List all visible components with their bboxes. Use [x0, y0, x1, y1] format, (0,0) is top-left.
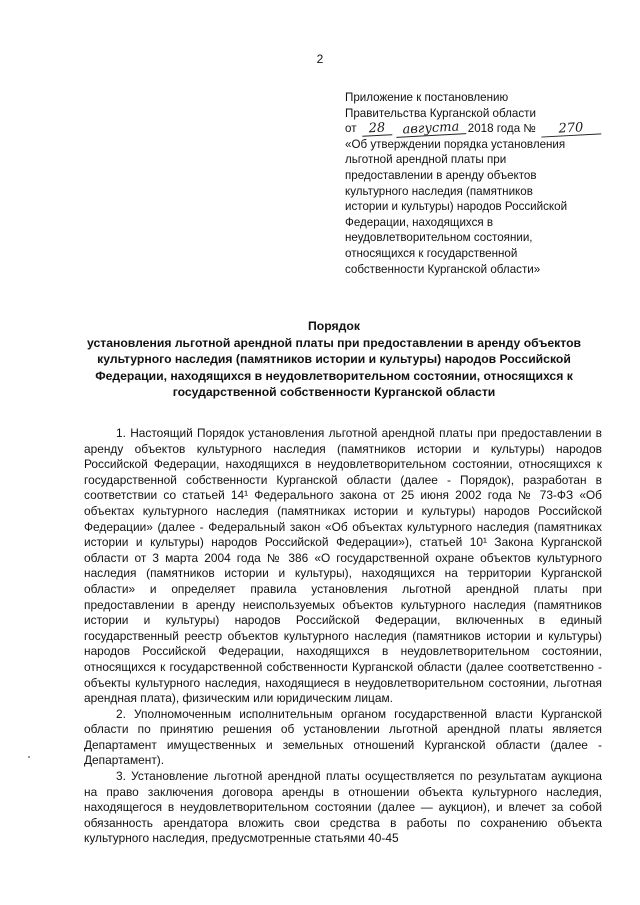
paragraph: 1. Настоящий Порядок установления льготной арендной платы при предоставлении в аренду объектов культурного наследия (памятников истории и культуры) народов Российской Федерации, находящихся в неудовлетворительном состоянии, относящихся к государственной собственности Курганской области (далее - Порядок), разработан в соответствии со статьей 14¹ Федерального закона от 25 июня 2002 года № 73-ФЗ «Об объектах культурного наследия (памятниках истории и культуры) народов Российской Федерации» (далее - Федеральный закон «Об объектах культурного наследия (памятниках истории и культуры) народов Российской Федерации»), статьей 10¹ Закона Курганской области от 3 марта 2004 года № 386 «О государственной охране объектов культурного наследия (памятников истории и культуры), находящихся на территории Курганской области» и определяет правила установления льготной арендной платы при предоставлении в аренду неиспользуемых объектов культурного наследия (памятников истории и культуры) народов Российской Федерации, включенных в единый государственный реестр объектов культурного наследия (памятников истории и культуры) народов Российской Федерации, находящихся в неудовлетворительном состоянии, относящихся к государственной собственности Курганской области (далее соответственно - объекты культурного наследия, находящиеся в неудовлетворительном состоянии, льготная арендная плата), физическим или юридическим лицам.	[84, 426, 602, 706]
paragraph: 3. Установление льготной арендной платы осуществляется по результатам аукциона на право заключения договора аренды в отношении объекта культурного наследия, находящегося в неудовлетворительном состоянии (далее — аукцион), и влечет за собой обязанность арендатора вложить свои средства в работы по сохранению объекта культурного наследия, предусмотренные статьями 40-45	[84, 769, 602, 846]
appendix-title-line: «Об утверждении порядка установления	[345, 137, 566, 151]
appendix-year-text: 2018 года №	[467, 122, 536, 136]
appendix-title-line: льготной арендной платы при	[345, 153, 507, 167]
appendix-title-line: культурного наследия (памятников	[345, 184, 533, 198]
appendix-header	[345, 90, 585, 277]
handwritten-decree-number: 270	[541, 122, 602, 138]
document-heading: Порядок	[308, 319, 360, 333]
document-body	[84, 426, 602, 847]
paragraph: 2. Уполномоченным исполнительным органом государственной власти Курганской области по принятию решения об установлении льготной арендной платы является Департамент имущественных и земельных отношений Курганской области (далее - Департамент).	[84, 706, 602, 768]
appendix-title-line: неудовлетворительном состоянии,	[345, 231, 533, 245]
appendix-line-2: Правительства Курганской области	[345, 106, 536, 120]
appendix-from-prefix: от	[345, 122, 357, 136]
appendix-title-line: истории и культуры) народов Российской	[345, 200, 568, 214]
appendix-date-line	[345, 121, 585, 137]
appendix-title-line: относящихся к государственной	[345, 246, 518, 260]
appendix-title-line: собственности Курганской области»	[345, 262, 541, 276]
appendix-title-line: предоставлении в аренду объектов	[345, 168, 537, 182]
page-number: 2	[316, 52, 324, 66]
document-title	[76, 318, 592, 401]
margin-dot	[28, 756, 30, 758]
appendix-title-line: Федерации, находящихся в	[345, 215, 494, 229]
handwritten-date-month: августа	[395, 121, 466, 138]
handwritten-date-day: 28	[361, 122, 392, 137]
appendix-line-1: Приложение к постановлению	[345, 91, 509, 104]
document-subtitle: установления льготной арендной платы при предоставлении в аренду объектов культурного наследия (памятников истории и культуры) народов Российской Федерации, находящихся в неудовлетворительном состоянии, относящихся к государственной собственности Курганской области	[86, 335, 582, 399]
